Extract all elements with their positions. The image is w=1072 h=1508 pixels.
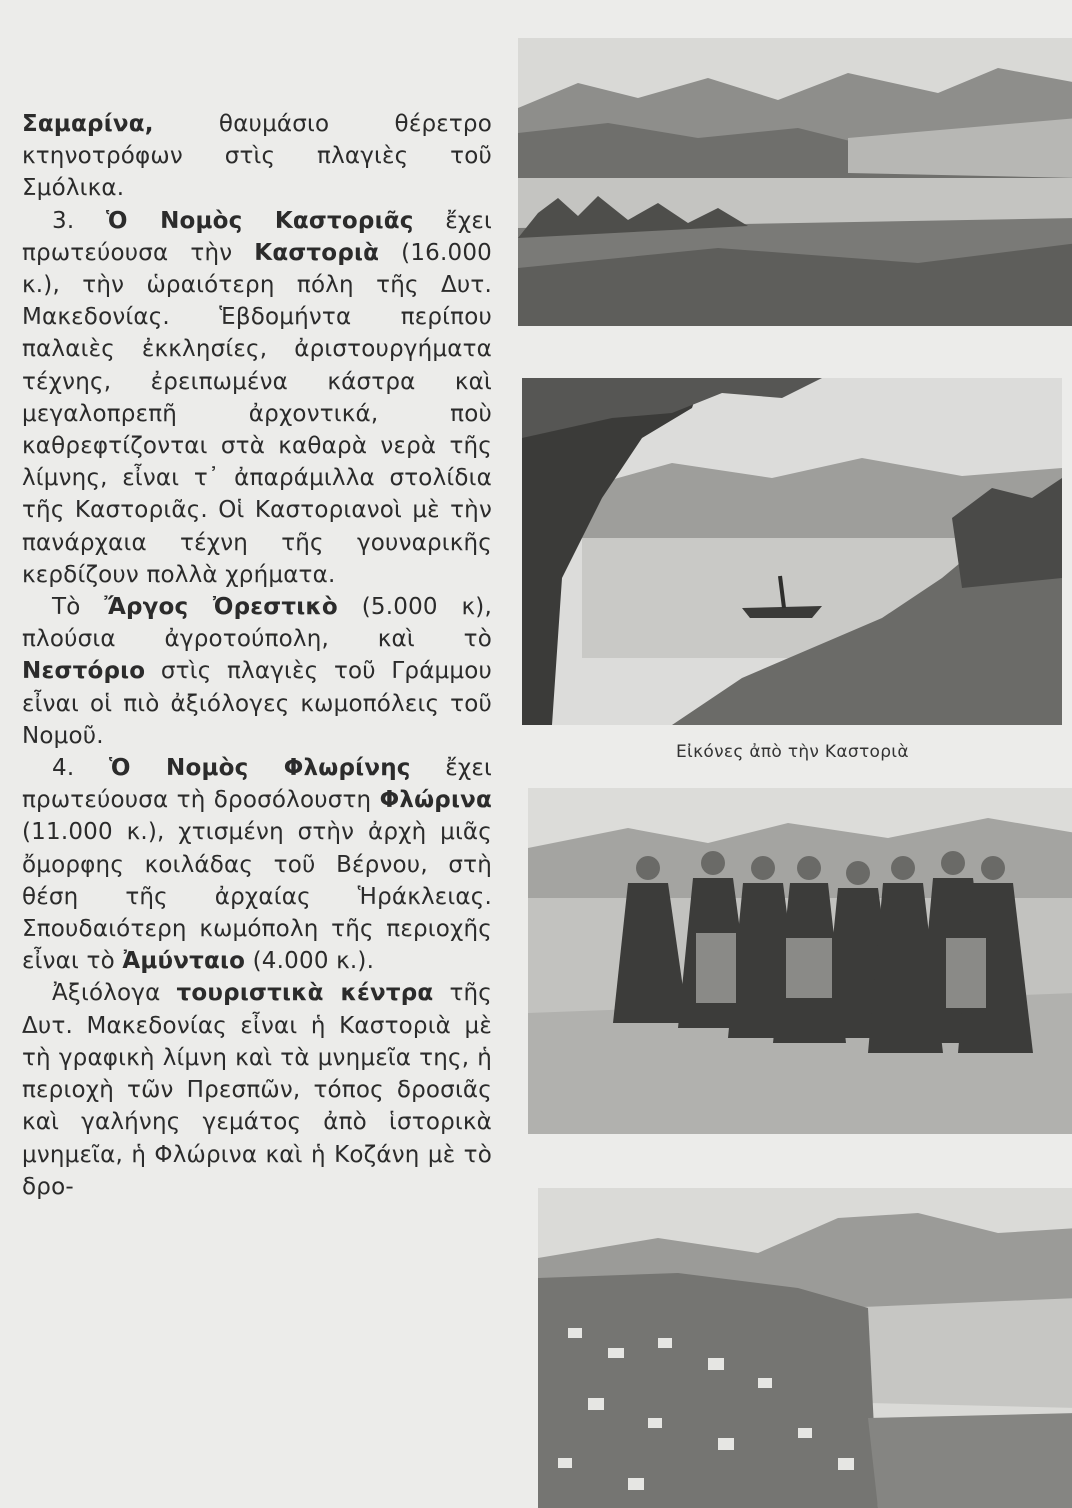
text-florina-2: (11.000 κ.), χτισμένη στὴν ἀρχὴ μιᾶς ὄμορφης κοιλάδας τοῦ Βέρνου, στὴ θέση τῆς ἀρχαίας Ἡράκλειας. Σπουδαιότερη κωμόπολη τῆς περιοχῆς εἶναι τὸ <box>22 819 492 975</box>
heading-nomos-kastorias: Ὁ Νομὸς Καστοριᾶς <box>106 207 414 234</box>
paragraph-samarina <box>22 108 492 205</box>
photo-caption: Εἰκόνες ἀπὸ τὴν Καστοριὰ <box>676 742 909 762</box>
paragraph-argos <box>22 591 492 752</box>
text-argos: (5.000 κ), πλούσια ἀγροτούπολη, καὶ τὸ <box>22 594 492 653</box>
text-kastoria-2: (16.000 κ.), τὴν ὡραιότερη πόλη τῆς Δυτ. Μακεδονίας. Ἑβδομήντα περίπου παλαιὲς ἐκκλησίες, ἀριστουργήματα τέχνης, ἐρειπωμένα κάστρα καὶ μεγαλοπρεπῆ ἀρχοντικά, ποὺ καθρεφτίζονται στὰ καθαρὰ νερὰ τῆς λίμνης, εἶναι τ᾽ ἀπαράμιλλα στολίδια τῆς Καστοριᾶς. Οἱ Καστοριανοὶ μὲ τὴν πανάρχαια τέχνη τῆς γουναρικῆς κερδίζουν πολλὰ χρήματα. <box>22 239 492 588</box>
term-amyntaio: Ἀμύνταιο <box>122 948 246 975</box>
paragraph-florina <box>22 752 492 977</box>
text-tourism-pre: Ἀξιόλογα <box>52 980 177 1007</box>
term-touristika-kentra: τουριστικὰ κέντρα <box>176 980 434 1007</box>
text-kastoria-1: ἔχει πρωτεύουσα τὴν <box>22 207 493 266</box>
paragraph-tourism <box>22 977 492 1202</box>
text-samarina: θαυμάσιο θέρετρο κτηνοτρόφων στὶς πλαγιὲς τοῦ Σμόλικα. <box>22 111 492 202</box>
number-3: 3. <box>52 207 107 234</box>
term-kastoria: Καστοριὰ <box>254 239 380 266</box>
text-amyntaio: (4.000 κ.). <box>245 948 375 975</box>
text-nestorio: στὶς πλαγιὲς τοῦ Γράμμου εἶναι οἱ πιὸ ἀξιόλογες κωμοπόλεις τοῦ Νομοῦ. <box>22 658 492 749</box>
photo-kastoria-town-view <box>538 1188 1072 1508</box>
photo-kastoria-lake-panorama <box>518 38 1072 326</box>
text-tourism: τῆς Δυτ. Μακεδονίας εἶναι ἡ Καστοριὰ μὲ τὴ γραφικὴ λίμνη καὶ τὰ μνημεῖα της, ἡ περιοχὴ τῶν Πρεσπῶν, τόπος δροσιᾶς καὶ γαλήνης γεμάτος ἀπὸ ἱστορικὰ μνημεῖα, ἡ Φλώρινα καὶ ἡ Κοζάνη μὲ τὸ δρο- <box>22 980 492 1200</box>
text-argos-pre: Τὸ <box>52 594 105 621</box>
heading-nomos-florinis: Ὁ Νομὸς Φλωρίνης <box>109 755 411 782</box>
photo-kastoria-boat <box>522 378 1062 725</box>
body-text-column <box>22 108 492 1203</box>
term-nestorio: Νεστόριο <box>22 658 146 685</box>
term-florina: Φλώρινα <box>379 787 492 814</box>
number-4: 4. <box>52 755 110 782</box>
term-argos-orestiko: Ἄργος Ὀρεστικὸ <box>104 594 338 621</box>
term-samarina: Σαμαρίνα, <box>22 111 154 137</box>
photo-kastoria-women-costumes <box>528 788 1072 1134</box>
text-florina-1: ἔχει πρωτεύουσα τὴ δροσόλουστη <box>22 755 493 814</box>
paragraph-kastoria <box>22 205 492 591</box>
